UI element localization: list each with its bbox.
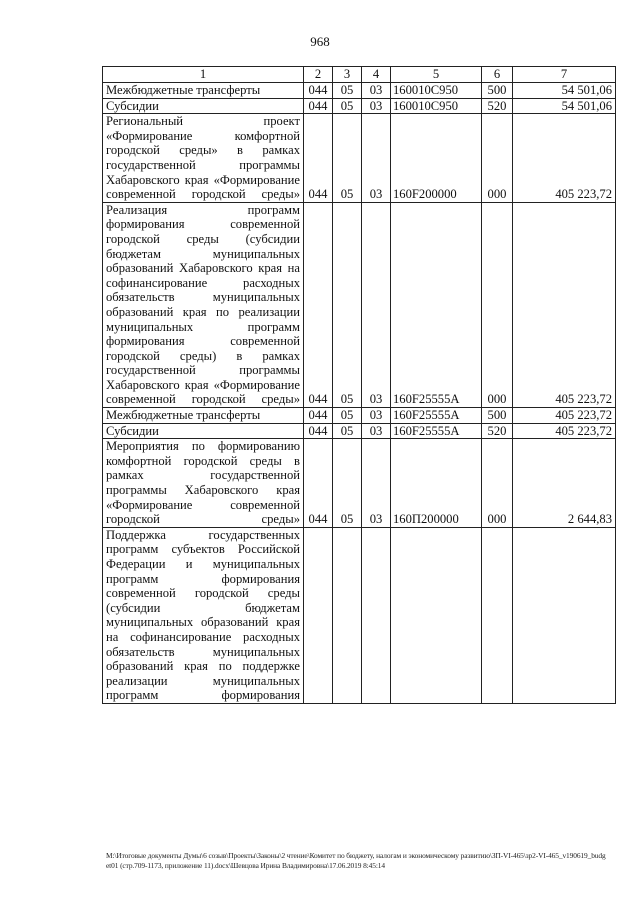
row-name: Субсидии <box>103 98 304 114</box>
expense-type-code <box>482 527 513 703</box>
admin-code: 044 <box>304 439 333 528</box>
amount: 405 223,72 <box>513 202 616 407</box>
expense-type-code: 500 <box>482 408 513 424</box>
expense-type-code: 520 <box>482 423 513 439</box>
admin-code: 044 <box>304 83 333 99</box>
table-header-row <box>103 67 616 83</box>
subsection-code: 03 <box>362 439 391 528</box>
target-article-code: 160F25555А <box>391 423 482 439</box>
section-code: 05 <box>333 439 362 528</box>
target-article-code: 160010С950 <box>391 98 482 114</box>
amount: 54 501,06 <box>513 98 616 114</box>
target-article-code <box>391 527 482 703</box>
section-code: 05 <box>333 98 362 114</box>
admin-code: 044 <box>304 98 333 114</box>
target-article-code: 160F200000 <box>391 114 482 203</box>
expense-type-code: 000 <box>482 439 513 528</box>
row-name: Региональный проект «Формирование комфортной городской среды» в рамках государственной программы Хабаровского края «Формирование современной городской среды» <box>103 114 304 203</box>
target-article-code: 160010С950 <box>391 83 482 99</box>
expense-type-code: 000 <box>482 202 513 407</box>
file-path-footer: M:\Итоговые документы Думы\6 созыв\Проекты\Законы\2 чтение\Комитет по бюджету, налогам и экономическому развитию\ЗП-VI-465\зр2-VI-465_v190619_budget01 (стр.709-1173, приложение 11).docx\Шевцова Ирина Владимировна\17.06.2019 8:45:14 <box>106 851 606 870</box>
table-row <box>103 83 616 99</box>
subsection-code: 03 <box>362 423 391 439</box>
admin-code: 044 <box>304 114 333 203</box>
expense-type-code: 520 <box>482 98 513 114</box>
amount: 405 223,72 <box>513 408 616 424</box>
table-row <box>103 423 616 439</box>
column-header: 6 <box>482 67 513 83</box>
page-number: 968 <box>310 34 330 49</box>
table-row <box>103 98 616 114</box>
section-code <box>333 527 362 703</box>
target-article-code: 160F25555А <box>391 202 482 407</box>
table-row <box>103 114 616 203</box>
section-code: 05 <box>333 408 362 424</box>
admin-code: 044 <box>304 202 333 407</box>
column-header: 2 <box>304 67 333 83</box>
target-article-code: 160П200000 <box>391 439 482 528</box>
admin-code: 044 <box>304 408 333 424</box>
subsection-code: 03 <box>362 202 391 407</box>
column-header: 7 <box>513 67 616 83</box>
section-code: 05 <box>333 83 362 99</box>
admin-code <box>304 527 333 703</box>
row-name: Реализация программ формирования современной городской среды (субсидии бюджетам муниципальных образований Хабаровского края на софинансирование расходных обязательств муниципальных образований края по реализации муниципальных программ формирования современной городской среды) в рамках государственной программы Хабаровского края «Формирование современной городской среды» <box>103 202 304 407</box>
subsection-code: 03 <box>362 98 391 114</box>
row-name: Межбюджетные трансферты <box>103 83 304 99</box>
subsection-code: 03 <box>362 408 391 424</box>
amount: 54 501,06 <box>513 83 616 99</box>
subsection-code <box>362 527 391 703</box>
budget-table <box>102 66 616 704</box>
column-header: 4 <box>362 67 391 83</box>
section-code: 05 <box>333 423 362 439</box>
section-code: 05 <box>333 114 362 203</box>
amount: 405 223,72 <box>513 114 616 203</box>
table-row <box>103 408 616 424</box>
target-article-code: 160F25555А <box>391 408 482 424</box>
table-row <box>103 202 616 407</box>
subsection-code: 03 <box>362 83 391 99</box>
column-header: 3 <box>333 67 362 83</box>
row-name: Субсидии <box>103 423 304 439</box>
amount <box>513 527 616 703</box>
expense-type-code: 000 <box>482 114 513 203</box>
subsection-code: 03 <box>362 114 391 203</box>
amount: 2 644,83 <box>513 439 616 528</box>
row-name: Межбюджетные трансферты <box>103 408 304 424</box>
expense-type-code: 500 <box>482 83 513 99</box>
table-row <box>103 527 616 703</box>
table-row <box>103 439 616 528</box>
column-header: 1 <box>103 67 304 83</box>
admin-code: 044 <box>304 423 333 439</box>
column-header: 5 <box>391 67 482 83</box>
section-code: 05 <box>333 202 362 407</box>
row-name: Поддержка государственных программ субъектов Российской Федерации и муниципальных программ формирования современной городской среды (субсидии бюджетам муниципальных образований края на софинансирование расходных обязательств муниципальных образований края по поддержке реализации муниципальных программ формирования <box>103 527 304 703</box>
row-name: Мероприятия по формированию комфортной городской среды в рамках государственной программы Хабаровского края «Формирование современной городской среды» <box>103 439 304 528</box>
amount: 405 223,72 <box>513 423 616 439</box>
